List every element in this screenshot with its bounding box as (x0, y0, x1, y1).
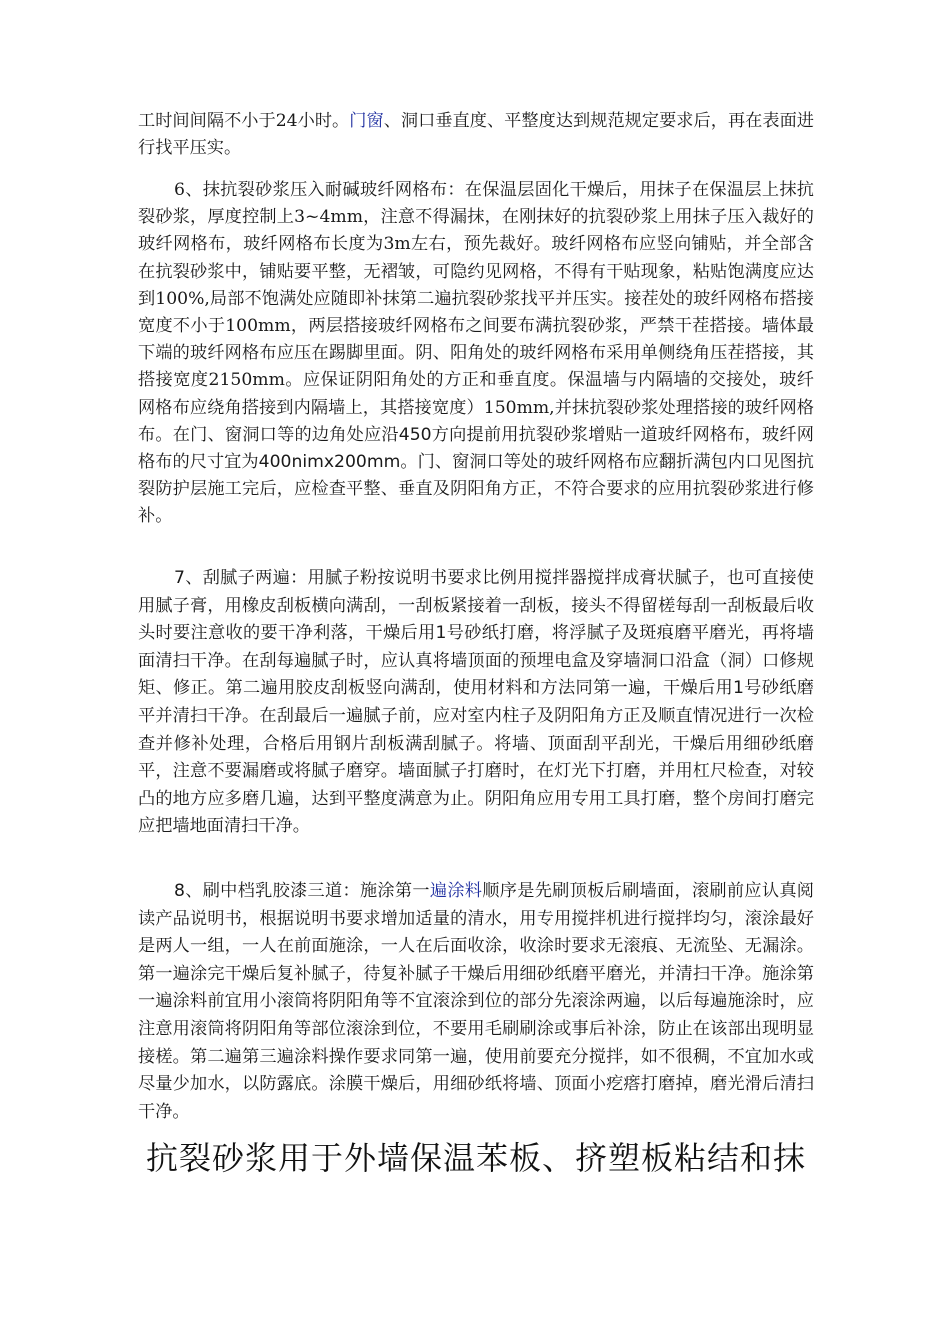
paragraph-text: 、洞口垂直度、平整度达到规范规定要求后，再在表面进行找平压实。 (138, 111, 814, 159)
link-paint[interactable]: 遍涂料 (429, 881, 483, 901)
paragraph-step-6 (138, 177, 814, 531)
paragraph-step-7 (138, 565, 814, 841)
paragraph-text: 6、抹抗裂砂浆压入耐碱玻纤网格布：在保温层固化干燥后，用抹子在保温层上抹抗裂砂浆，厚度控制上3~4mm，注意不得漏抹，在刚抹好的抗裂砂浆上用抹子压入裁好的玻纤网格布，玻纤网格布长度为3m左右，预先裁好。玻纤网格布应竖向铺贴，并全部含在抗裂砂浆中，铺贴要平整，无褶皱，可隐约见网格，不得有干贴现象，粘贴饱满度应达到100%,局部不饱满处应随即补抹第二遍抗裂砂浆找平并压实。接茬处的玻纤网格布搭接宽度不小于100mm，两层搭接玻纤网格布之间要布满抗裂砂浆，严禁干茬搭接。墙体最下端的玻纤网格布应压在踢脚里面。阴、阳角处的玻纤网格布采用单侧绕角压茬搭接，其搭接宽度2150mm。应保证阴阳角处的方正和垂直度。保温墙与内隔墙的交接处，玻纤网格布应绕角搭接到内隔墙上，其搭接宽度）150mm,并抹抗裂砂浆处理搭接的玻 (138, 180, 814, 418)
paragraph-text: 纤网格布。在门、窗洞口等的边角处应沿450方向提前用抗裂砂浆增贴一道玻纤网格布，玻纤网格布的尺寸宜为400nimx200mm。门、窗洞口等处的玻纤网格布应翻折满包内口见图抗裂防护层施工完后，应检查平整、垂直及阴阳角方正，不符合要求的应用抗裂砂浆进行修补。 (138, 397, 814, 527)
paragraph-text: 工时间间隔不小于24小时。 (138, 111, 350, 131)
link-doors-windows[interactable]: 门窗 (349, 111, 384, 131)
section-heading: 抗裂砂浆用于外墙保温苯板、挤塑板粘结和抹 (146, 1139, 807, 1177)
paragraph-text: 8、刷中档乳胶漆三道：施涂第一 (174, 881, 430, 901)
paragraph-step-8 (138, 878, 814, 1126)
paragraph-text: 顺序是先刷顶板后刷墙面，滚刷前应认真阅读产品说明书，根据说明书要求增加适量的清水，用专用搅拌机进行搅拌均匀，滚涂最好是两人一组，一人在前面施涂，一人在后面收涂，收涂时要求无滚痕、无流坠、无漏涂。第一遍涂完干燥后复补腻子，待复补腻子干燥后用细砂纸磨平磨光，并清扫干净。施涂第一遍涂料前宜用小滚筒将阴阳角等不宜滚涂到位的部分先滚涂两遍，以后每遍施涂时，应注意用滚筒将阴阳角等部位滚涂到位，不要用毛刷刷涂或事后补涂，防止在该部出现明显接槎。第二遍第三遍涂料操作要求同第一遍，使用前要充分搅拌，如不很稠，不宜加水或尽量少加水，以防露底。涂膜干燥后，用细砂纸将墙、顶面小疙瘩打磨掉，磨光滑后清扫干净。 (138, 881, 814, 1122)
paragraph-text: 7、刮腻子两遍：用腻子粉按说明书要求比例用搅拌器搅拌成膏状腻子，也可直接使用腻子膏，用橡皮刮板横向满刮，一刮板紧接着一刮板，接头不得留槎每刮一刮板最后收头时要注意收的要干净利落，干燥后用1号砂纸打磨，将浮腻子及斑痕磨平磨光，再将墙面清扫干净。在刮每遍腻子时，应认真将墙顶面的预埋电盒及穿墙洞口沿盒（洞）口修规矩、修正。第二遍用胶皮刮板竖向满刮，使用材料和方法同第一遍，干燥后用1号砂纸磨平并清扫干净。在刮最后一遍腻子前，应对室内柱子及阴阳角方正及顺直情况进行一次检查并修补处理，合格后用钢片刮板满刮腻子。将墙、顶面刮平刮光，干燥后用细砂纸磨平，注意不要漏磨或将腻子磨穿。墙面腻子打磨时，在灯光下打磨，并用杠尺检查，对较凸的地方应多磨几遍，达到平整度满意为止。阴阳角应用专用工具打磨，整个房间打磨完应把墙地面清扫干净。 (138, 568, 814, 837)
paragraph-continuation (138, 108, 814, 162)
